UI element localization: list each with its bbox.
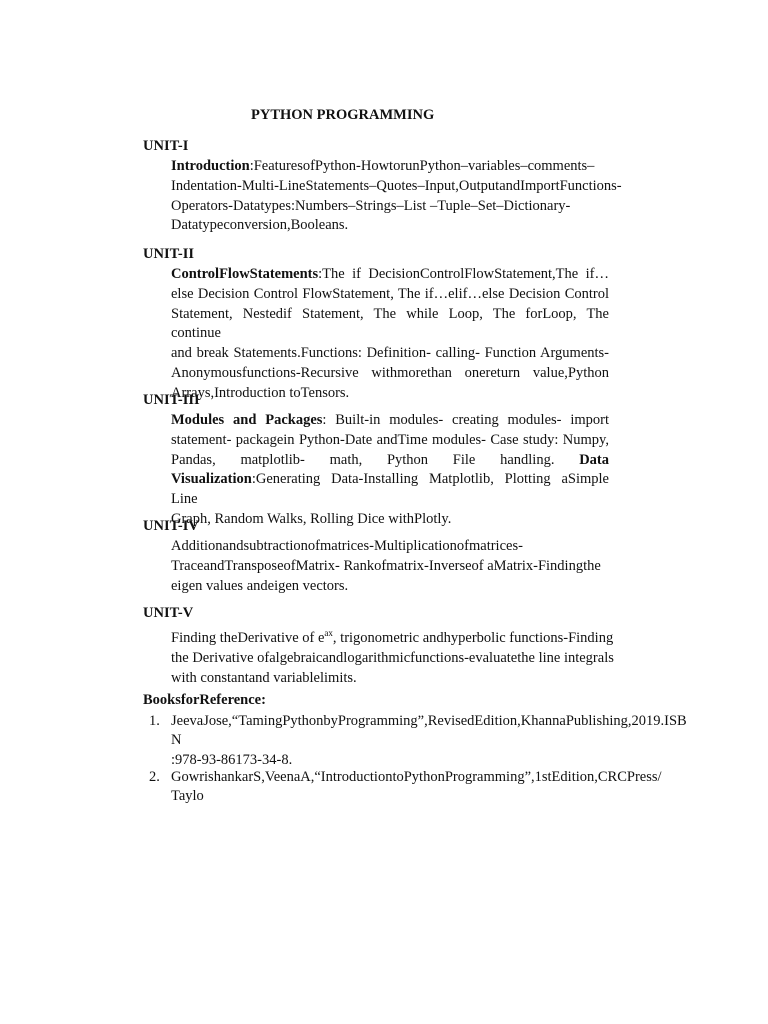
unit-3-line-2: statement- packagein Python-Date andTime modules- Case study: Numpy, [171, 431, 609, 448]
unit-5-heading: UNIT-V [143, 605, 194, 621]
reference-item-2 [143, 768, 683, 808]
reference-number-2: 2. [149, 769, 160, 785]
unit-4-heading: UNIT-IV [143, 518, 199, 534]
unit-2-line-3: Statement, Nestedif Statement, The while Loop, The forLoop, The continue [171, 305, 609, 342]
reference-2-line-1: GowrishankarS,VeenaA,“IntroductiontoPythonProgramming”,1stEdition,CRCPress/ [171, 769, 662, 785]
document-title: PYTHON PROGRAMMING [251, 107, 435, 123]
unit-2-line-2: else Decision Control FlowStatement, The if…elif…else Decision Control [171, 285, 609, 302]
unit-3-line-4-text: :Generating Data-Installing Matplotlib, Plotting aSimple Line [171, 471, 609, 508]
unit-1-line-1 [171, 157, 609, 177]
reference-1-line-3: :978-93-86173-34-8. [171, 752, 293, 768]
unit-2-heading: UNIT-II [143, 246, 195, 262]
unit-3-line-4 [171, 470, 609, 510]
unit-3-data-word: Data [579, 451, 609, 468]
reference-number-1: 1. [149, 713, 160, 729]
unit-1-heading: UNIT-I [143, 138, 189, 154]
unit-1-content [171, 157, 622, 236]
unit-3-heading: UNIT-III [143, 392, 200, 408]
unit-3-content [171, 411, 609, 530]
unit-3-line-1-text: : Built-in modules- creating modules- import [322, 412, 609, 428]
unit-3-line-1 [171, 411, 609, 431]
exponent-superscript: ax [324, 628, 333, 638]
reference-2-line-2: Taylo [171, 788, 204, 804]
unit-3-line-3 [171, 451, 609, 471]
unit-1-line-3: Operators-Datatypes:Numbers–Strings–List –Tuple–Set–Dictionary- [171, 197, 571, 214]
unit-4-line-1: Additionandsubtractionofmatrices-Multiplicationofmatrices- [171, 538, 523, 554]
unit-1-line-2: Indentation-Multi-LineStatements–Quotes–Input,OutputandImportFunctions- [171, 177, 622, 194]
unit-2-content [171, 265, 609, 404]
unit-2-line-4: and break Statements.Functions: Definition- calling- Function Arguments- [171, 345, 609, 362]
unit-4-line-2: TraceandTransposeofMatrix- Rankofmatrix-Inverseof aMatrix-Findingthe [171, 557, 601, 574]
unit-2-line-1-text: :The if DecisionControlFlowStatement,The if… [318, 266, 609, 282]
reference-1-line-2: N [171, 732, 182, 748]
unit-3-visualization-word: Visualization [171, 471, 252, 488]
unit-1-topic: Introduction [171, 158, 250, 174]
unit-5-line-3: with constantand variablelimits. [171, 669, 357, 686]
unit-1-line-1-text: :FeaturesofPython-HowtorunPython–variables–comments– [249, 158, 595, 174]
unit-3-line-5: Graph, Random Walks, Rolling Dice withPlotly. [171, 510, 452, 527]
unit-1-line-4: Datatypeconversion,Booleans. [171, 217, 349, 234]
unit-4-line-3: eigen values andeigen vectors. [171, 577, 349, 594]
unit-2-line-5: Anonymousfunctions-Recursive withmorethan onereturn value,Python [171, 364, 609, 381]
unit-2-topic: ControlFlowStatements [171, 266, 319, 282]
unit-5-line-2: the Derivative ofalgebraicandlogarithmicfunctions-evaluatethe line integrals [171, 649, 614, 666]
unit-5-line-1-rest: , trigonometric andhyperbolic functions-Finding [332, 630, 614, 646]
unit-2-line-6: Arrays,Introduction toTensors. [171, 384, 350, 401]
unit-5-line-1-text: Finding theDerivative of e [171, 630, 325, 646]
unit-5-line-1 [171, 624, 614, 649]
unit-5-content [171, 624, 614, 688]
unit-3-topic: Modules and Packages [171, 412, 323, 428]
books-heading: BooksforReference: [143, 692, 266, 708]
reference-1-line-1: JeevaJose,“TamingPythonbyProgramming”,RevisedEdition,KhannaPublishing,2019.ISB [171, 713, 687, 729]
unit-3-line-3-text: Pandas, matplotlib- math, Python File handling. [171, 451, 555, 468]
reference-item-1 [143, 712, 687, 772]
unit-4-content [171, 537, 609, 596]
unit-2-line-1 [171, 265, 609, 285]
